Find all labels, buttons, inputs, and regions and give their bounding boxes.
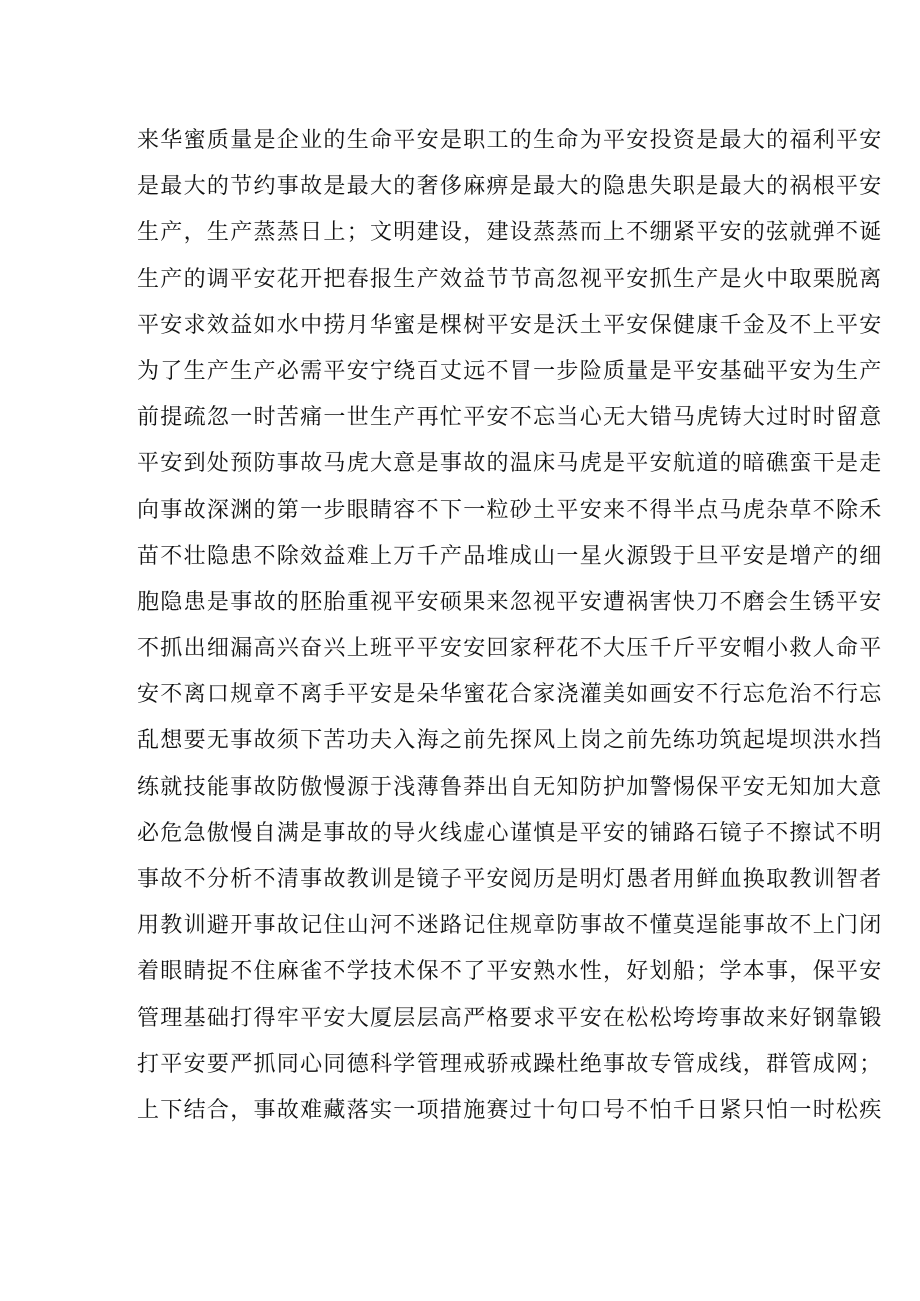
text-line: 不抓出细漏高兴奋兴上班平平安安回家秤花不大压千斤平安帽小救人命平 [137, 636, 883, 662]
body-text [137, 118, 883, 1134]
text-line: 来华蜜质量是企业的生命平安是职工的生命为平安投资是最大的福利平安 [137, 128, 883, 153]
text-line: 管理基础打得牢平安大厦层层高严格要求平安在松松垮垮事故来好钢靠锻 [137, 1005, 883, 1031]
text-line: 生产，生产蒸蒸日上；文明建设，建设蒸蒸而上不绷紧平安的弦就弹不诞 [137, 220, 883, 246]
text-line: 苗不壮隐患不除效益难上万千产品堆成山一星火源毁于旦平安是增产的细 [137, 543, 883, 569]
text-line: 着眼睛捉不住麻雀不学技术保不了平安熟水性，好划船；学本事，保平安 [137, 959, 883, 985]
text-line: 用教训避开事故记住山河不迷路记住规章防事故不懂莫逞能事故不上门闭 [137, 913, 883, 939]
text-line: 安不离口规章不离手平安是朵华蜜花合家浇灌美如画安不行忘危治不行忘 [137, 682, 883, 708]
text-line: 向事故深渊的第一步眼睛容不下一粒砂土平安来不得半点马虎杂草不除禾 [137, 497, 883, 523]
text-line: 是最大的节约事故是最大的奢侈麻痹是最大的隐患失职是最大的祸根平安 [137, 174, 883, 200]
text-line: 打平安要严抓同心同德科学管理戒骄戒躁杜绝事故专管成线，群管成网； [137, 1051, 883, 1077]
text-line: 必危急傲慢自满是事故的导火线虚心谨慎是平安的铺路石镜子不擦试不明 [137, 820, 883, 846]
text-line: 生产的调平安花开把春报生产效益节节高忽视平安抓生产是火中取栗脱离 [137, 266, 883, 292]
text-line: 前提疏忽一时苦痛一世生产再忙平安不忘当心无大错马虎铸大过时时留意 [137, 405, 883, 431]
text-line: 平安求效益如水中捞月华蜜是棵树平安是沃土平安保健康千金及不上平安 [137, 312, 883, 338]
text-line: 平安到处预防事故马虎大意是事故的温床马虎是平安航道的暗礁蛮干是走 [137, 451, 883, 477]
text-line: 乱想要无事故须下苦功夫入海之前先探风上岗之前先练功筑起堤坝洪水挡 [137, 728, 883, 754]
text-line: 胞隐患是事故的胚胎重视平安硕果来忽视平安遭祸害快刀不磨会生锈平安 [137, 589, 883, 615]
text-line: 上下结合，事故难藏落实一项措施赛过十句口号不怕千日紧只怕一时松疾 [137, 1097, 883, 1123]
text-line: 事故不分析不清事故教训是镜子平安阅历是明灯愚者用鲜血换取教训智者 [137, 867, 883, 892]
text-line: 为了生产生产必需平安宁绕百丈远不冒一步险质量是平安基础平安为生产 [137, 358, 883, 384]
text-line: 练就技能事故防傲慢源于浅薄鲁莽出自无知防护加警惕保平安无知加大意 [137, 774, 883, 800]
